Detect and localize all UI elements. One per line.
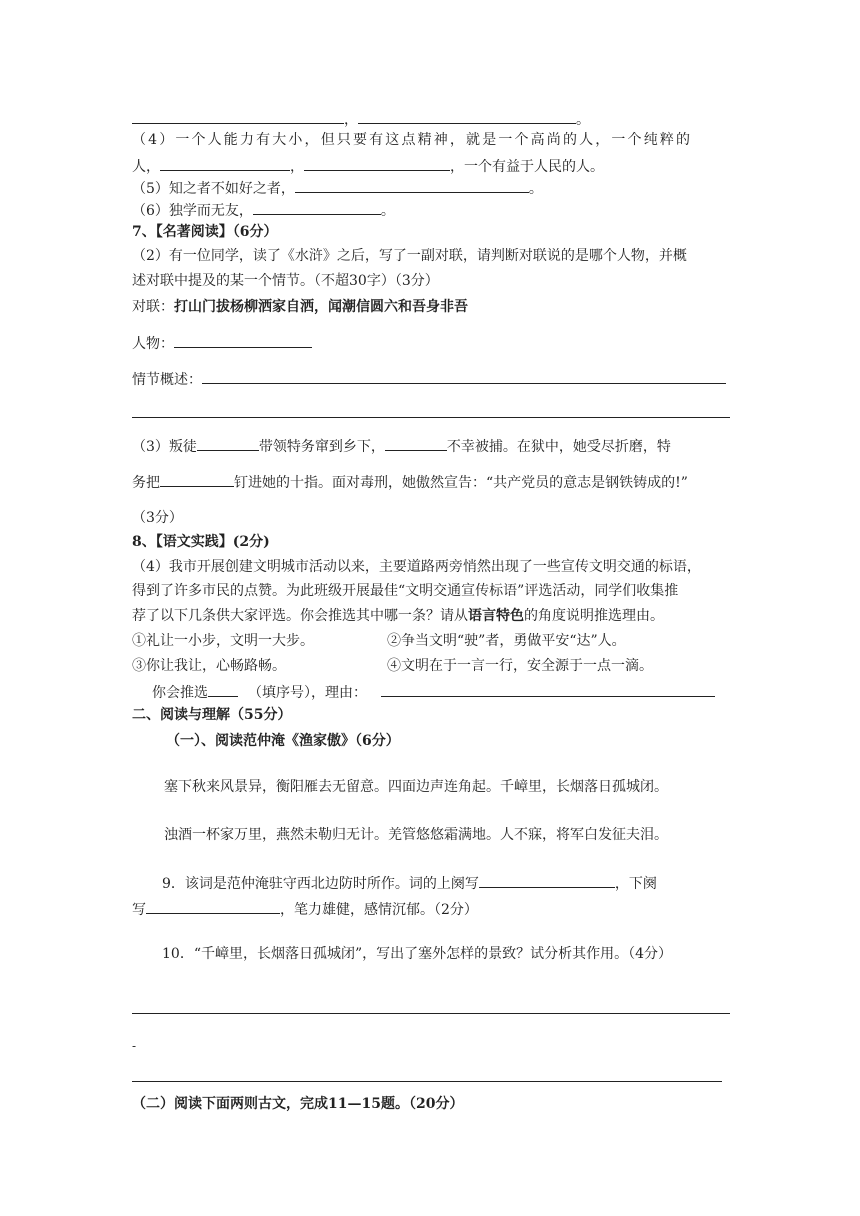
text: （5）知之者不如好之者， bbox=[132, 181, 295, 197]
q8-p4-line-1: （4）我市开展创建文明城市活动以来，主要道路两旁悄然出现了一些宣传文明交通的标语， bbox=[132, 559, 701, 575]
text: （3）叛徒 bbox=[132, 439, 197, 455]
q7-title: 7、【名著阅读】（6分） bbox=[132, 224, 278, 240]
reason-blank[interactable] bbox=[381, 681, 715, 697]
punct: 。 bbox=[528, 181, 543, 197]
answer-rule[interactable] bbox=[132, 1013, 730, 1014]
q8-p4-line-3 bbox=[132, 606, 664, 626]
plot-blank[interactable] bbox=[202, 368, 726, 384]
plot-line bbox=[132, 368, 726, 390]
text: 的角度说明推选理由。 bbox=[524, 608, 664, 624]
q9-line-2 bbox=[132, 898, 478, 920]
poem-line-2: 浊酒一杯家万里，燕然未勒归无计。羌管悠悠霜满地。人不寐，将军白发征夫泪。 bbox=[164, 827, 668, 843]
option-4: ④文明在于一言一行，安全源于一点一滴。 bbox=[387, 658, 653, 674]
option-1: ①礼让一小步，文明一大步。 bbox=[132, 633, 314, 649]
text: 人， bbox=[132, 159, 160, 175]
section-2-sub-2: （二）阅读下面两则古文，完成11—15题。（20分） bbox=[132, 1096, 464, 1112]
text: （填序号），理由： bbox=[248, 685, 367, 701]
answer-blank[interactable] bbox=[146, 898, 280, 914]
answer-blank[interactable] bbox=[160, 155, 290, 171]
q4-line-1: （4）一个人能力有大小，但只要有这点精神，就是一个高尚的人，一个纯粹的 bbox=[132, 132, 693, 148]
q7-p3-score: （3分） bbox=[132, 510, 183, 526]
choose-line bbox=[152, 681, 715, 703]
text: 不幸被捕。在狱中，她受尽折磨，特 bbox=[446, 439, 671, 455]
q6-line bbox=[132, 199, 395, 221]
plot-label: 情节概述： bbox=[132, 372, 202, 388]
answer-blank[interactable] bbox=[132, 108, 344, 124]
q5-line bbox=[132, 177, 543, 199]
emphasis-text: 语言特色 bbox=[468, 608, 524, 624]
couplet-line bbox=[132, 297, 468, 317]
option-3: ③你让我让，心畅路畅。 bbox=[132, 658, 286, 674]
q8-p4-line-2: 得到了许多市民的点赞。为此班级开展最佳“文明交通宣传标语”评选活动，同学们收集推 bbox=[132, 583, 679, 599]
text: 你会推选 bbox=[152, 685, 208, 701]
q4-line-2 bbox=[132, 155, 604, 177]
choice-blank[interactable] bbox=[208, 681, 238, 697]
person-label: 人物： bbox=[132, 336, 174, 352]
q7-p2-line-1: （2）有一位同学，读了《水浒》之后，写了一副对联，请判断对联说的是哪个人物，并概 bbox=[132, 248, 687, 264]
punct: 。 bbox=[576, 112, 590, 128]
text: ，笔力雄健，感情沉郁。（2分） bbox=[280, 902, 478, 918]
person-blank[interactable] bbox=[174, 332, 312, 348]
q10-line: 10．“千嶂里，长烟落日孤城闭”，写出了塞外怎样的景致？试分析其作用。（4分） bbox=[162, 946, 673, 962]
answer-blank[interactable] bbox=[479, 872, 615, 888]
option-2: ②争当文明“驶”者，勇做平安“达”人。 bbox=[387, 633, 626, 649]
q9-line-1 bbox=[162, 872, 657, 894]
answer-rule[interactable] bbox=[132, 1081, 722, 1082]
answer-blank[interactable] bbox=[358, 108, 576, 124]
text: 写 bbox=[132, 902, 146, 918]
answer-blank[interactable] bbox=[295, 177, 529, 193]
answer-blank[interactable] bbox=[385, 435, 447, 451]
couplet-label: 对联： bbox=[132, 299, 174, 315]
text: （6）独学而无友， bbox=[132, 203, 253, 219]
q8-title: 8、【语文实践】(2分) bbox=[132, 534, 270, 550]
answer-blank[interactable] bbox=[253, 199, 381, 215]
q7-p2-line-2: 述对联中提及的某一个情节。（不超30字）（3分） bbox=[132, 273, 439, 289]
stray-dash: - bbox=[132, 1039, 137, 1053]
answer-blank[interactable] bbox=[304, 155, 450, 171]
couplet-text: 打山门拔杨柳洒家自洒，闻潮信圆六和吾身非吾 bbox=[174, 299, 468, 315]
q3-answer-line bbox=[132, 108, 590, 130]
person-line bbox=[132, 332, 312, 354]
text: 带领特务窜到乡下， bbox=[258, 439, 385, 455]
section-2-title: 二、阅读与理解（55分） bbox=[132, 707, 292, 723]
poem-line-1: 塞下秋来风景异，衡阳雁去无留意。四面边声连角起。千嶂里，长烟落日孤城闭。 bbox=[164, 779, 668, 795]
punct: ， bbox=[344, 112, 358, 128]
text: ，一个有益于人民的人。 bbox=[450, 159, 604, 175]
q7-p3-line-2 bbox=[132, 471, 688, 493]
answer-blank[interactable] bbox=[160, 471, 234, 487]
answer-rule[interactable] bbox=[132, 417, 730, 418]
text: 9．该词是范仲淹驻守西北边防时所作。词的上阕写 bbox=[162, 876, 479, 892]
section-2-sub-1: （一）、阅读范仲淹《渔家傲》（6分） bbox=[166, 733, 400, 749]
answer-blank[interactable] bbox=[197, 435, 259, 451]
text: ，下阕 bbox=[614, 876, 657, 892]
text: 务把 bbox=[132, 475, 160, 491]
q7-p3-line-1 bbox=[132, 435, 671, 457]
punct: ， bbox=[290, 159, 304, 175]
punct: 。 bbox=[380, 203, 395, 219]
text: 钉进她的十指。面对毒刑，她傲然宣告：“共产党员的意志是钢铁铸成的!” bbox=[234, 475, 688, 491]
text: 荐了以下几条供大家评选。你会推选其中哪一条？请从 bbox=[132, 608, 468, 624]
